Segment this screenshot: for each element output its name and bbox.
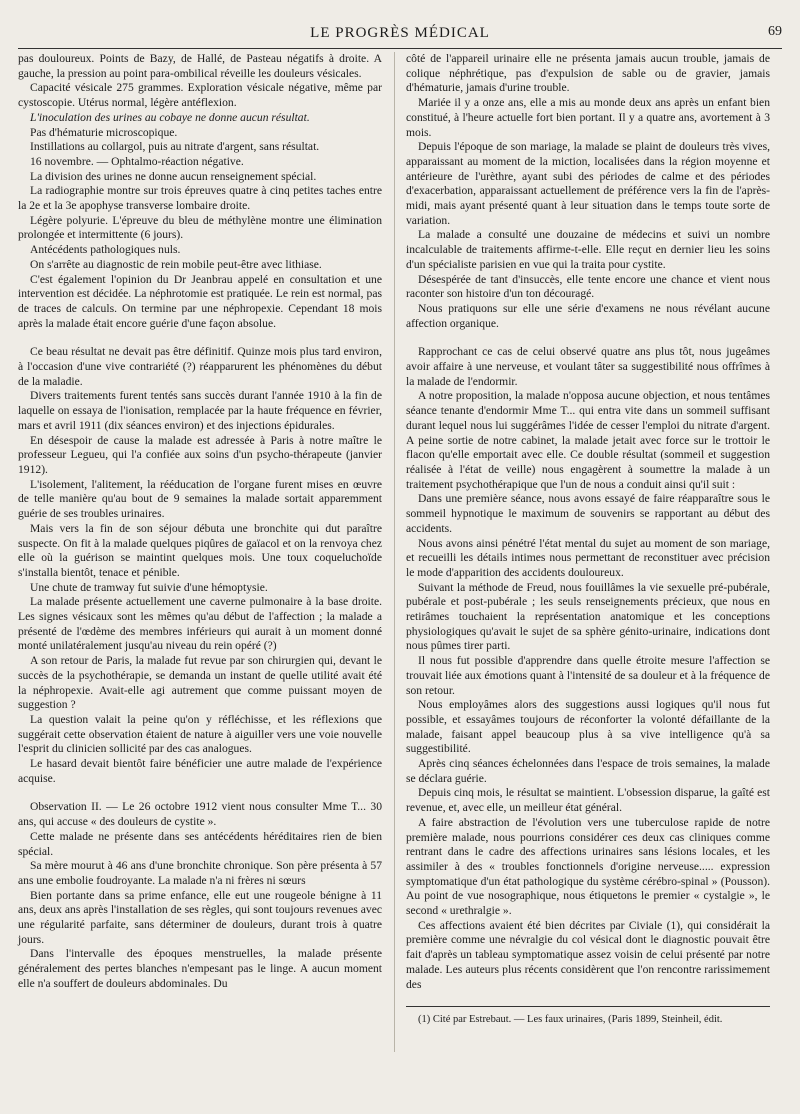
paragraph: L'isolement, l'alitement, la rééducation de l'organe furent mises en œuvre de telle manière qu'au bout de 9 semaines la malade sortait apparemment guérie de ses troubles urinaires. xyxy=(18,477,382,521)
paragraph: La malade a consulté une douzaine de médecins et suivi un nombre incalculable de traitements affirme-t-elle. Elle reçut en dernier lieu les soins d'un spécialiste parisien en vue qui la traita pour cystite. xyxy=(406,228,770,271)
journal-title: LE PROGRÈS MÉDICAL xyxy=(310,24,490,41)
left-column xyxy=(18,52,382,992)
paragraph: A son retour de Paris, la malade fut revue par son chirurgien qui, devant le succès de la psychothérapie, se demanda un instant de quelle utilité avait été la néphropexie. Avait-elle agi autrement que comme puissant moyen de suggestion ? xyxy=(18,654,382,712)
paragraph: Suivant la méthode de Freud, nous fouillâmes la vie sexuelle pré-pubérale, pubérale et post-pubérale ; les seuls renseignements précieux, que nous en retirâmes touchaient la représentation anatomique et les conceptions physiologiques qu'avait le sujet de sa sphère génito-urinaire, indications dont nous pûmes tirer parti. xyxy=(406,580,770,653)
observation-heading: Observation II. — Le 26 octobre 1912 vient nous consulter Mme T... 30 ans, qui accuse « des douleurs de cystite ». xyxy=(18,800,382,829)
paragraph: Ces affections avaient été bien décrites par Civiale (1), qui considérait la première comme une névralgie du col vésical dont le diagnostic pouvait être fait d'après un tableau symptomatique assez voisin de celui présenté par notre malade. Les auteurs plus récents considèrent que l'on rencontre rarissimement des xyxy=(406,918,770,991)
paragraph: Une chute de tramway fut suivie d'une hémoptysie. xyxy=(30,580,268,594)
paragraph: On s'arrête au diagnostic de rein mobile peut-être avec lithiase. xyxy=(30,257,322,271)
paragraph: Désespérée de tant d'insuccès, elle tente encore une chance et vient nous raconter son histoire d'un ton découragé. xyxy=(406,272,770,301)
paragraph: Légère polyurie. L'épreuve du bleu de méthylène montre une élimination prolongée et intermittente (6 jours). xyxy=(18,213,382,242)
paragraph: En désespoir de cause la malade est adressée à Paris à notre maître le professeur Legueu, qui l'a confiée aux soins d'un psycho-thérapeute (janvier 1912). xyxy=(18,433,382,476)
paragraph: Nous pratiquons sur elle une série d'examens ne nous révélant aucune affection organique. xyxy=(406,301,770,330)
paragraph: Mariée il y a onze ans, elle a mis au monde deux ans après un enfant bien constitué, à l'heure actuelle fort bien portant. Il y a quatre ans, avortement à 3 mois. xyxy=(406,96,770,139)
paragraph: Ce beau résultat ne devait pas être définitif. Quinze mois plus tard environ, à l'occasion d'une vive contrariété (?) réapparurent les phénomènes du début de la maladie. xyxy=(18,345,382,388)
paragraph: Sa mère mourut à 46 ans d'une bronchite chronique. Son père présenta à 57 ans une embolie foudroyante. La malade n'a ni frères ni sœurs xyxy=(18,859,382,887)
section-gap xyxy=(18,331,382,345)
paragraph: Dans une première séance, nous avons essayé de faire réapparaître sous le sommeil hypnotique le maximum de souvenirs se rapportant au début des accidents. xyxy=(406,492,770,535)
paragraph: côté de l'appareil urinaire elle ne présenta jamais aucun trouble, jamais de colique néphrétique, pas d'expulsion de sable ou de gravier, jamais d'hématurie, jamais d'urine trouble. xyxy=(406,52,770,95)
paragraph: Dans l'intervalle des époques menstruelles, la malade présente généralement des pertes blanches n'empesant pas le linge. A aucun moment elle n'a souffert de douleurs abdominales. Du xyxy=(18,947,382,990)
paragraph: Instillations au collargol, puis au nitrate d'argent, sans résultat. xyxy=(30,140,320,154)
paragraph: A faire abstraction de l'évolution vers une tuberculose rapide de notre première malade, nous pourrions considérer ces deux cas cliniques comme rentrant dans le cadre des affections urinaires sans lésions locales, et les assimiler à des « troubles fonctionnels d'origine nerveuse..... expression symptomatique d'un état pathologique du système cérébro-spinal » (Pousson). Au point de vue nosographique, nous étiquetons le premier « cystalgie », le second « urethralgie ». xyxy=(406,815,770,918)
paragraph: Antécédents pathologiques nuls. xyxy=(30,243,181,257)
footnote-rule xyxy=(406,1006,770,1007)
section-gap xyxy=(18,786,382,800)
page-number: 69 xyxy=(768,24,782,39)
running-header xyxy=(18,18,782,49)
paragraph: Nous employâmes alors des suggestions aussi logiques qu'il nous fut possible, et essayâmes toujours de réconforter la volonté défaillante de la malade, faisant appel beaucoup plus à sa vive intelligence qu'à sa suggestibilité. xyxy=(406,698,770,756)
section-gap xyxy=(406,331,770,345)
right-column xyxy=(406,52,770,1026)
paragraph: A notre proposition, la malade n'opposa aucune objection, et nous tentâmes séance tenante d'endormir Mme T... qui entra vite dans un sommeil suffisant durant lequel nous lui suggérâmes l'idée de cesser l'emploi du nitrate d'argent. A peine sortie de notre cabinet, la malade jetait avec force sur le trottoir le flacon qu'elle emportait avec elle. Ce double résultat (sommeil et suggestion réalisée à l'état de veille) nous engagèrent à soumettre la malade à un traitement psychothérapique que l'un de nous a conduit ainsi qu'il suit : xyxy=(406,389,770,491)
paragraph: La question valait la peine qu'on y réfléchisse, et les réflexions que suggérait cette observation étaient de nature à aiguiller vers une voie nouvelle l'esprit du clinicien sollicité par des cas analogues. xyxy=(18,712,382,756)
paragraph: Cette malade ne présente dans ses antécédents héréditaires rien de bien spécial. xyxy=(18,829,382,858)
paragraph: Le hasard devait bientôt faire bénéficier une autre malade de l'expérience acquise. xyxy=(18,757,382,785)
paragraph: Il nous fut possible d'apprendre dans quelle étroite mesure l'affection se trouvait liée aux émotions quant à l'intensité de sa douleur et à la fréquence de son retour. xyxy=(406,654,770,697)
paragraph: Bien portante dans sa prime enfance, elle eut une rougeole bénigne à 11 ans, deux ans après l'installation de ses règles, qui sont toujours revenues avec une régularité parfaite, sans déterminer de douleurs, durant trois à quatre jours. xyxy=(18,888,382,946)
paragraph: Divers traitements furent tentés sans succès durant l'année 1910 à la fin de laquelle on essaya de l'ionisation, remplacée par la haute fréquence en février, mars et avril 1911 (dix séances environ) et des injections épidurales. xyxy=(18,389,382,432)
paragraph: Depuis l'époque de son mariage, la malade se plaint de douleurs très vives, apparaissant au moment de la miction, localisées dans la région moyenne et antérieure de l'urèthre, ayant subi des périodes de calme et des périodes d'exacerbation, apparaissant actuellement de préférence vers la fin de l'après-midi, mais ayant présenté quant à leur situation dans le temps toute sorte de variation. xyxy=(406,140,770,227)
paragraph: pas douloureux. Points de Bazy, de Hallé, de Pasteau négatifs à droite. A gauche, la pression au point para-ombilical réveille les douleurs vésicales. xyxy=(18,52,382,80)
paragraph: Rapprochant ce cas de celui observé quatre ans plus tôt, nous jugeâmes avoir affaire à une nerveuse, et voulant tâter sa suggestibilité nous offrîmes à la malade de l'endormir. xyxy=(406,345,770,388)
paragraph: Après cinq séances échelonnées dans l'espace de trois semaines, la malade se déclara guérie. xyxy=(406,757,770,785)
paragraph: La radiographie montre sur trois épreuves quatre à cinq petites taches entre la 2e et la 3e apophyse transverse lombaire droite. xyxy=(18,184,382,213)
paragraph: La division des urines ne donne aucun renseignement spécial. xyxy=(30,169,317,183)
paragraph: Pas d'hématurie microscopique. xyxy=(30,125,178,139)
paragraph: Capacité vésicale 275 grammes. Exploration vésicale négative, même par cystoscopie. Utérus normal, légère antéflexion. xyxy=(18,81,382,110)
footnote: (1) Cité par Estrebaut. — Les faux urinaires, (Paris 1899, Steinheil, édit. xyxy=(418,1014,723,1026)
column-divider xyxy=(394,52,395,1052)
paragraph: C'est également l'opinion du Dr Jeanbrau appelé en consultation et une intervention est décidée. La néphrotomie est pratiquée. Le rein est normal, pas de traces de calculs. On termine par une néphropexie. Cependant 18 mois après la malade était encore guérie d'une façon absolue. xyxy=(18,272,382,330)
paragraph: Nous avons ainsi pénétré l'état mental du sujet au moment de son mariage, et recueilli les détails intimes nous permettant de reconstituer avec précision le mode d'apparition des accidents douloureux. xyxy=(406,536,770,579)
paragraph: 16 novembre. — Ophtalmo-réaction négative. xyxy=(30,154,244,168)
paragraph: Depuis cinq mois, le résultat se maintient. L'obsession disparue, la gaîté est revenue, et, avec elle, un meilleur état général. xyxy=(406,786,770,815)
paragraph: Mais vers la fin de son séjour débuta une bronchite qui dut paraître suspecte. On fit à la malade quelques piqûres de gaïacol et on la renvoya chez elle où la guérison se maintint quelques mois. Une toux coqueluchoïde s'installa bientôt, tenace et pénible. xyxy=(18,521,382,579)
paragraph: La malade présente actuellement une caverne pulmonaire à la base droite. Les signes vésicaux sont les mêmes qu'au début de l'affection ; la malade a présenté de l'œdème des membres inférieurs qui aurait à un moment donné monté unilatéralement jusqu'au niveau du rein opéré (?) xyxy=(18,595,382,653)
paragraph: L'inoculation des urines au cobaye ne donne aucun résultat. xyxy=(30,110,310,124)
